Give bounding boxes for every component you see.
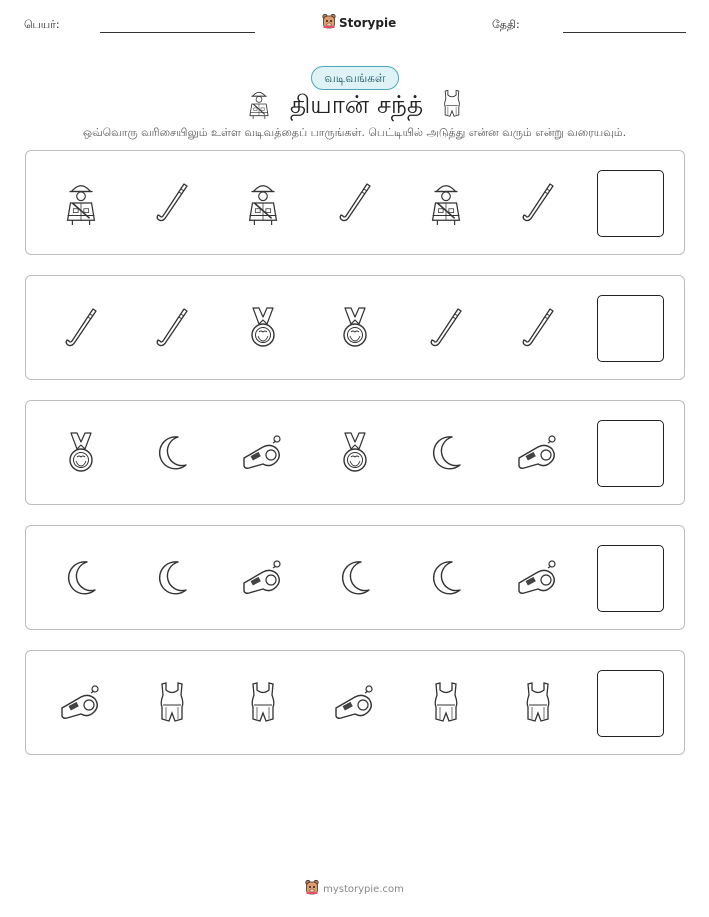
name-label: பெயர்: <box>24 18 60 31</box>
footer <box>0 879 709 899</box>
jersey-icon <box>239 679 287 727</box>
pattern-row <box>25 150 685 255</box>
pattern-row <box>25 275 685 380</box>
whistle-icon <box>239 429 287 477</box>
soldier-icon <box>57 179 105 227</box>
jersey-icon <box>422 679 470 727</box>
hockey-stick-icon <box>514 179 562 227</box>
instructions-text: ஒவ்வொரு வரிசையிலும் உள்ள வடிவத்தைப் பாருங்கள். பெட்டியில் அடுத்து என்ன வரும் என்று வரையவும். <box>82 126 627 139</box>
footer-url: mystorypie.com <box>323 883 404 895</box>
medal-icon <box>57 429 105 477</box>
soldier-icon <box>246 88 272 124</box>
answer-box[interactable] <box>597 295 664 362</box>
soldier-icon <box>239 179 287 227</box>
pattern-row <box>25 525 685 630</box>
moon-icon <box>148 429 196 477</box>
medal-icon <box>331 304 379 352</box>
medal-icon <box>239 304 287 352</box>
jersey-icon <box>148 679 196 727</box>
whistle-icon <box>514 429 562 477</box>
moon-icon <box>331 554 379 602</box>
name-line[interactable] <box>100 32 255 33</box>
hockey-stick-icon <box>148 304 196 352</box>
page-title: தியான் சந்த் <box>289 89 424 119</box>
pattern-row <box>25 650 685 755</box>
hockey-stick-icon <box>422 304 470 352</box>
storypie-logo <box>322 13 396 33</box>
whistle-icon <box>514 554 562 602</box>
medal-icon <box>331 429 379 477</box>
answer-box[interactable] <box>597 170 664 237</box>
answer-box[interactable] <box>597 545 664 612</box>
hockey-stick-icon <box>148 179 196 227</box>
soldier-icon <box>422 179 470 227</box>
bear-face-icon <box>322 13 336 33</box>
whistle-icon <box>57 679 105 727</box>
whistle-icon <box>331 679 379 727</box>
worksheet-header <box>0 0 709 50</box>
moon-icon <box>57 554 105 602</box>
pattern-row <box>25 400 685 505</box>
jersey-icon <box>514 679 562 727</box>
moon-icon <box>422 554 470 602</box>
moon-icon <box>148 554 196 602</box>
hockey-stick-icon <box>514 304 562 352</box>
jersey-icon <box>441 89 463 123</box>
bear-face-icon <box>305 879 319 899</box>
answer-box[interactable] <box>597 420 664 487</box>
answer-box[interactable] <box>597 670 664 737</box>
hockey-stick-icon <box>331 179 379 227</box>
date-line[interactable] <box>563 32 686 33</box>
whistle-icon <box>239 554 287 602</box>
logo-text: Storypie <box>339 16 397 30</box>
hockey-stick-icon <box>57 304 105 352</box>
moon-icon <box>422 429 470 477</box>
date-label: தேதி: <box>492 18 520 31</box>
title-row <box>0 88 709 124</box>
topic-badge: வடிவங்கள் <box>311 66 399 90</box>
